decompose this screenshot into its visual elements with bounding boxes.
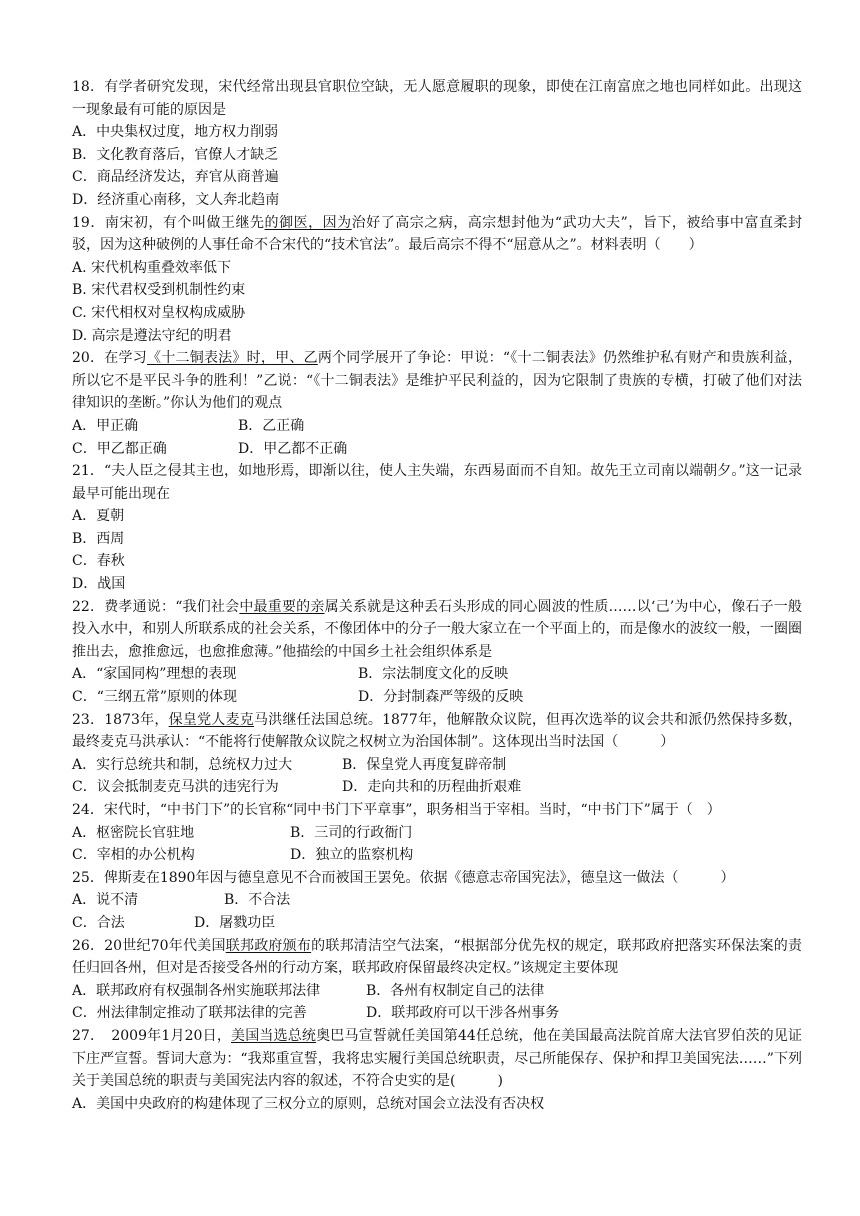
underlined-text: 美国当选总统 <box>231 1027 317 1044</box>
option-a: A．联邦政府有权强制各州实施联邦法律 <box>72 982 321 999</box>
option-b: B．保皇党人再度复辟帝制 <box>342 756 507 773</box>
question-stem <box>72 709 802 754</box>
option-c: C．商品经济发达，弃官从商普遍 <box>72 169 279 186</box>
option-row <box>72 754 802 777</box>
question-stem <box>72 347 802 415</box>
question-23 <box>72 709 802 799</box>
option-d: D．走向共和的历程曲折艰难 <box>342 779 522 796</box>
question-24 <box>72 799 802 867</box>
stem-text: 23．1873年， <box>72 711 169 728</box>
question-19 <box>72 212 802 348</box>
question-stem: 25．俾斯麦在1890年因与德皇意见不合而被国王罢免。依据《德意志帝国宪法》，德皇这一做法（ ） <box>72 869 735 886</box>
question-stem: 24．宋代时，“中书门下”的长官称“同中书门下平章事”，职务相当于宰相。当时，“中书门下”属于（ ） <box>72 802 721 818</box>
option-b: B．宗法制度文化的反映 <box>358 666 509 683</box>
option-d: D．战国 <box>72 576 126 593</box>
question-22 <box>72 596 802 709</box>
question-stem <box>72 596 802 664</box>
question-stem <box>72 212 802 257</box>
underlined-text: 《十二铜表法》时，甲、乙 <box>147 350 318 367</box>
option-c: C．甲乙都正确 <box>72 440 167 457</box>
option-a: A．美国中央政府的构建体现了三权分立的原则，总统对国会立法没有否决权 <box>72 1095 545 1112</box>
stem-text: 治好了高宗之病，高宗想封他为“武功大夫”，旨下，被给事中富直柔封驳，因为这种破例的人事任命不合宋代的“技术官法”。最后高宗不得不“屈意从之”。材料表明（ ） <box>72 214 802 254</box>
option-c: C．“三纲五常”原则的体现 <box>72 689 238 706</box>
question-26 <box>72 935 802 1025</box>
option-d: D. 高宗是遵法守纪的明君 <box>72 327 232 344</box>
stem-text: 奥巴马宣誓就任美国第44任总统，他在美国最高法院首席大法官罗伯茨的见证下庄严宣誓。誓词大意为：“我郑重宣誓，我将忠实履行美国总统职责，尽己所能保存、保护和捍卫美国宪法……”下列关于美国总统的职责与美国宪法内容的叙述，不符合史实的是( ) <box>72 1027 803 1090</box>
option-c: C．州法律制定推动了联邦法律的完善 <box>72 1005 307 1022</box>
option-c: C．宰相的办公机构 <box>72 847 195 864</box>
stem-text: 马洪继任法国总统。1877年，他解散众议院，但再次选举的议会共和派仍然保持多数，最终麦克马洪承认：“不能将行使解散众议院之权树立为治国体制”。这体现出当时法国（ ） <box>72 711 802 751</box>
stem-text: 两个同学展开了争论：甲说：“《十二铜表法》仍然维护私有财产和贵族利益，所以它不是平民斗争的胜利！”乙说：“《十二铜表法》是维护平民利益的，因为它限制了贵族的专横，打破了他们对法律知识的垄断。”你认为他们的观点 <box>72 350 802 412</box>
option-a: A. 宋代机构重叠效率低下 <box>72 259 232 276</box>
option-row <box>72 844 802 867</box>
option-row <box>72 912 802 935</box>
underlined-text: 联邦政府颁布 <box>225 937 312 954</box>
option-d: D．联邦政府可以干涉各州事务 <box>366 1005 560 1022</box>
option-d: D．分封制森严等级的反映 <box>358 689 524 706</box>
question-stem <box>72 1025 802 1093</box>
option-row <box>72 822 802 845</box>
option-b: B．三司的行政衙门 <box>290 824 413 841</box>
option-row <box>72 415 802 438</box>
option-d: D．独立的监察机构 <box>290 847 414 864</box>
underlined-text: 的御医，因为 <box>264 214 352 231</box>
stem-text: 27． 2009年1月20日， <box>72 1027 232 1044</box>
option-b: B．乙正确 <box>238 417 305 434</box>
option-row <box>72 980 802 1003</box>
option-a: A．中央集权过度，地方权力削弱 <box>72 124 279 141</box>
stem-text: 20．在学习 <box>72 350 147 367</box>
option-c: C．合法 <box>72 914 125 931</box>
option-a: A．甲正确 <box>72 417 139 434</box>
option-d: D．甲乙都不正确 <box>238 440 348 457</box>
option-b: B. 宋代君权受到机制性约束 <box>72 282 246 299</box>
option-a: A．说不清 <box>72 892 139 909</box>
option-row <box>72 663 802 686</box>
stem-text: 26．20世纪70年代美国 <box>72 937 226 954</box>
question-18 <box>72 76 802 212</box>
option-c: C．春秋 <box>72 553 125 570</box>
option-b: B．各州有权制定自己的法律 <box>366 982 545 999</box>
option-a: A．夏朝 <box>72 508 125 525</box>
stem-text: 属关系就是这种丢石头形成的同心圆波的性质……以‘己’为中心，像石子一般投入水中，和别人所联系成的社会关系，不像团体中的分子一般大家立在一个平面上的，而是像水的波纹一般，一圈圈推出去，愈推愈远，也愈推愈薄。”他描绘的中国乡土社会组织体系是 <box>72 598 803 660</box>
question-20 <box>72 347 802 460</box>
option-b: B．西周 <box>72 530 125 547</box>
option-a: A．实行总统共和制，总统权力过大 <box>72 756 293 773</box>
option-b: B．文化教育落后，官僚人才缺乏 <box>72 146 279 163</box>
option-row <box>72 889 802 912</box>
option-row <box>72 686 802 709</box>
question-stem: 21．“夫人臣之侵其主也，如地形焉，即渐以往，使人主失端，东西易面而不自知。故先王立司南以端朝夕。”这一记录最早可能出现在 <box>72 463 802 502</box>
question-21 <box>72 460 802 596</box>
option-row <box>72 1002 802 1025</box>
underlined-text: 中最重要的亲 <box>239 598 325 615</box>
question-25 <box>72 867 802 935</box>
question-stem: 18．有学者研究发现，宋代经常出现县官职位空缺，无人愿意履职的现象，即使在江南富庶之地也同样如此。出现这一现象最有可能的原因是 <box>72 79 802 118</box>
option-a: A．“家国同构”理想的表现 <box>72 666 237 683</box>
question-27 <box>72 1025 802 1115</box>
option-row <box>72 438 802 461</box>
option-c: C．议会抵制麦克马洪的违宪行为 <box>72 779 279 796</box>
question-stem <box>72 935 802 980</box>
exam-page <box>72 76 802 1115</box>
option-a: A．枢密院长官驻地 <box>72 824 195 841</box>
option-row <box>72 776 802 799</box>
stem-text: 19．南宋初，有个叫做王继先 <box>72 214 265 231</box>
underlined-text: 保皇党人麦克 <box>168 711 255 728</box>
stem-text: 的联邦清洁空气法案，“根据部分优先权的规定，联邦政府把落实环保法案的责任归回各州，但对是否接受各州的行动方案，联邦政府保留最终决定权。”该规定主要体现 <box>72 937 803 977</box>
option-d: D．经济重心南移，文人奔北趋南 <box>72 191 280 208</box>
option-b: B．不合法 <box>224 892 291 909</box>
stem-text: 22．费孝通说：“我们社会 <box>72 598 240 615</box>
option-c: C. 宋代相权对皇权构成威胁 <box>72 304 246 321</box>
option-d: D．屠戮功臣 <box>194 914 276 931</box>
